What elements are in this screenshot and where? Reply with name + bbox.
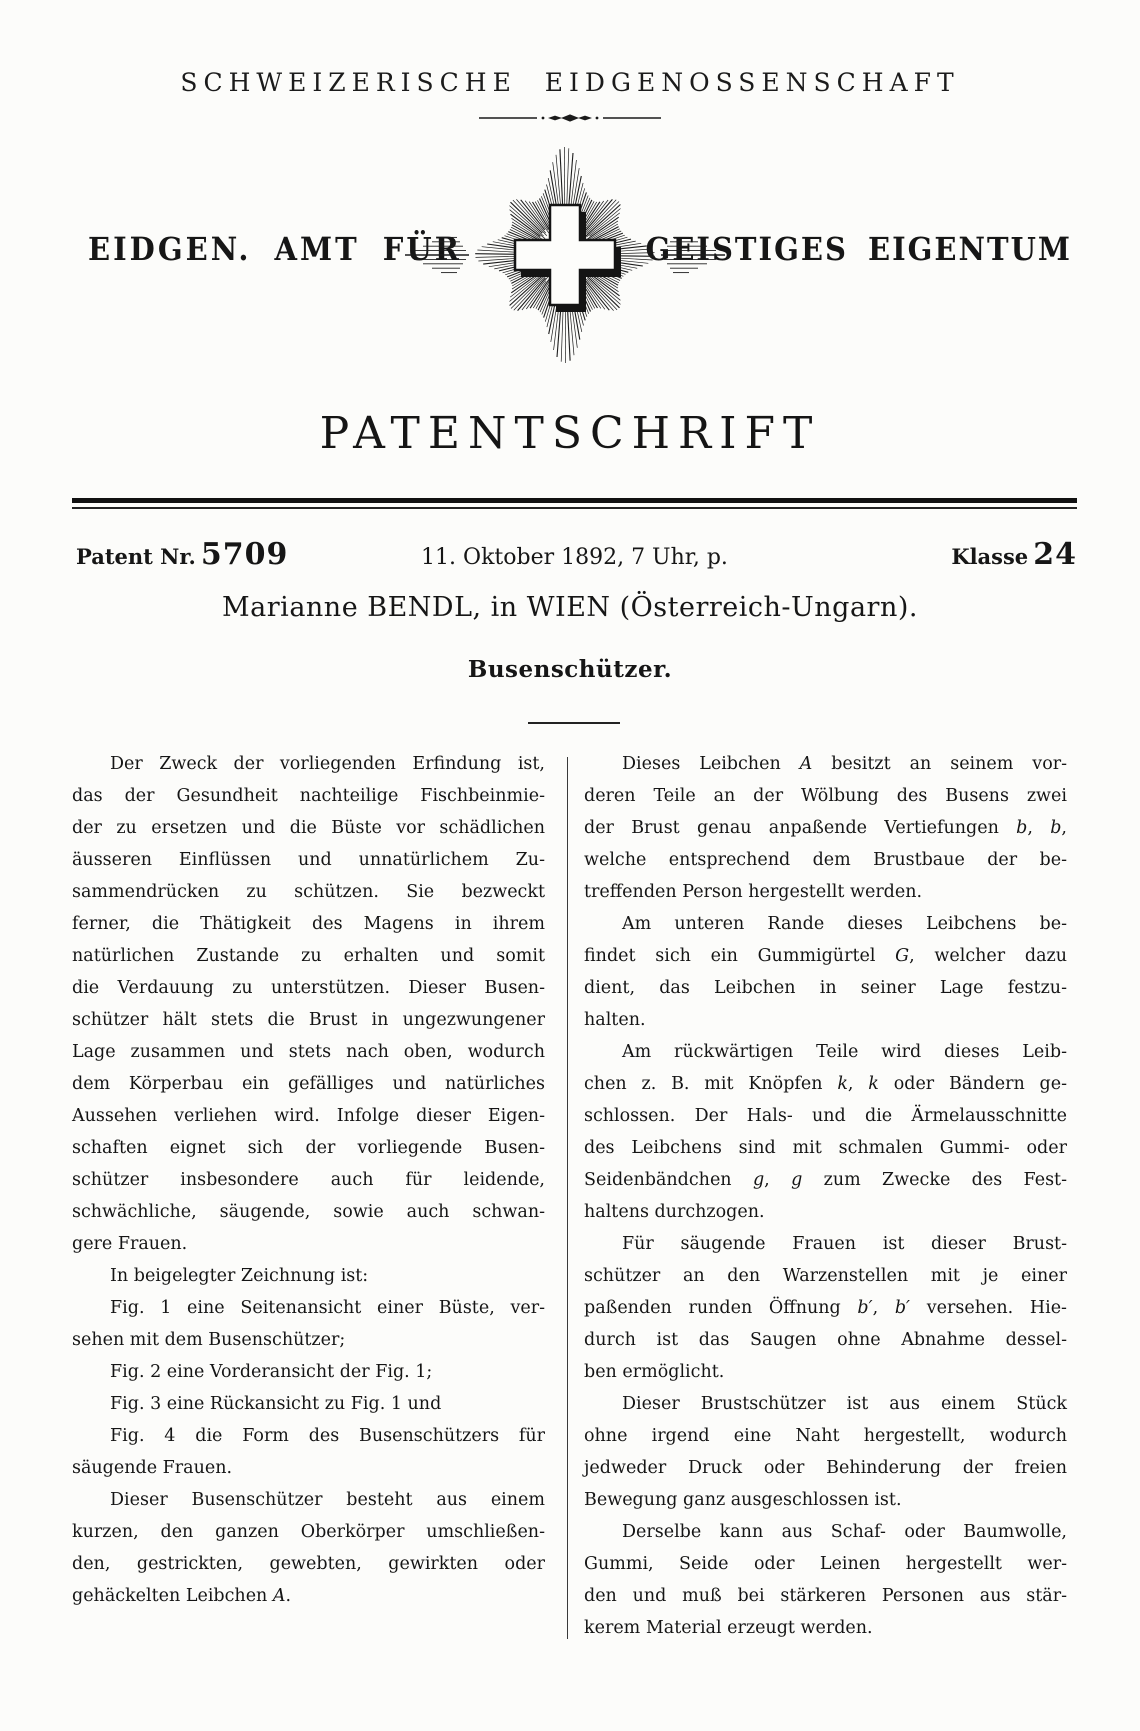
text-line: welche entsprechend dem Brustbaue der be-: [584, 850, 1067, 870]
text-line: deren Teile an der Wölbung des Busens zwei: [584, 786, 1067, 806]
paragraph: [584, 1036, 1067, 1228]
invention-title: Busenschützer.: [467, 656, 673, 683]
text-line: schaften eignet sich der vorliegende Busen-: [72, 1138, 545, 1158]
text-line: Dieses Leibchen A besitzt an seinem vor-: [622, 754, 1068, 774]
masthead-title: SCHWEIZERISCHE EIDGENOSSENSCHAFT: [180, 68, 960, 97]
text-line: Fig. 2 eine Vorderansicht der Fig. 1;: [110, 1362, 433, 1382]
paragraph: [72, 1292, 545, 1356]
text-line: schwächliche, säugende, sowie auch schwan-: [72, 1202, 545, 1222]
text-line: den, gestrickten, gewebten, gewirkten oder: [72, 1554, 545, 1574]
patent-number-value: 5709: [200, 537, 289, 572]
text-line: Dieser Busenschützer besteht aus einem: [110, 1490, 545, 1510]
text-line: paßenden runden Öffnung b′, b′ versehen. Hie-: [584, 1298, 1067, 1318]
double-rule-divider: [72, 498, 1077, 509]
patent-class-label: Klasse: [951, 544, 1029, 569]
text-line: treffenden Person hergestellt werden.: [584, 882, 923, 902]
text-line: sammendrücken zu schützen. Sie bezweckt: [72, 882, 545, 902]
right-column: [584, 748, 1067, 1644]
paragraph: [584, 748, 1067, 908]
text-line: schützer insbesondere auch für leidende,: [72, 1170, 545, 1190]
inventor-line: Marianne BENDL, in WIEN (Österreich-Ungarn).: [222, 592, 918, 623]
text-line: schützer an den Warzenstellen mit je einer: [584, 1266, 1067, 1286]
paragraph: [584, 1228, 1067, 1388]
paragraph: [72, 1356, 545, 1388]
text-line: gere Frauen.: [72, 1234, 188, 1254]
text-line: der zu ersetzen und die Büste vor schädlichen: [72, 818, 545, 838]
title-rule-divider: [528, 722, 620, 724]
text-line: Derselbe kann aus Schaf- oder Baumwolle,: [622, 1522, 1067, 1542]
text-line: kurzen, den ganzen Oberkörper umschließen-: [72, 1522, 545, 1542]
paragraph: [584, 1516, 1067, 1644]
text-line: findet sich ein Gummigürtel G, welcher dazu: [584, 946, 1067, 966]
text-line: Seidenbändchen g, g zum Zwecke des Fest-: [584, 1170, 1067, 1190]
text-line: äusseren Einflüssen und unnatürlichem Zu-: [72, 850, 545, 870]
text-line: dem Körperbau ein gefälliges und natürliches: [72, 1074, 545, 1094]
divider-ornament-icon: [0, 110, 1140, 129]
text-line: schützer hält stets die Brust in ungezwungener: [72, 1010, 545, 1030]
office-name-right: GEISTIGES EIGENTUM: [645, 230, 1072, 268]
text-line: ben ermöglicht.: [584, 1362, 725, 1382]
paragraph: [72, 1260, 545, 1292]
text-line: säugende Frauen.: [72, 1458, 233, 1478]
text-line: Fig. 1 eine Seitenansicht einer Büste, ver-: [110, 1298, 545, 1318]
text-line: Fig. 4 die Form des Busenschützers für: [110, 1426, 545, 1446]
text-line: Dieser Brustschützer ist aus einem Stück: [622, 1394, 1067, 1414]
text-line: chen z. B. mit Knöpfen k, k oder Bändern ge-: [584, 1074, 1067, 1094]
text-line: die Verdauung zu unterstützen. Dieser Busen-: [72, 978, 545, 998]
patent-info-row: [72, 534, 1077, 576]
text-line: Fig. 3 eine Rückansicht zu Fig. 1 und: [110, 1394, 442, 1414]
text-line: Gummi, Seide oder Leinen hergestellt wer-: [584, 1554, 1067, 1574]
text-line: kerem Material erzeugt werden.: [584, 1618, 873, 1638]
patent-class-group: [951, 537, 1077, 572]
text-line: Der Zweck der vorliegenden Erfindung ist,: [110, 754, 545, 774]
text-line: sehen mit dem Busenschützer;: [72, 1330, 346, 1350]
text-line: jedweder Druck oder Behinderung der freien: [584, 1458, 1067, 1478]
column-divider-rule: [567, 757, 568, 1639]
document-type-title: PATENTSCHRIFT: [319, 408, 821, 459]
text-line: ohne irgend eine Naht hergestellt, wodurch: [584, 1426, 1067, 1446]
text-line: haltens durchzogen.: [584, 1202, 765, 1222]
publication-date: 11. Oktober 1892, 7 Uhr, p.: [421, 545, 728, 570]
text-line: schlossen. Der Hals- und die Ärmelausschnitte: [584, 1106, 1067, 1126]
paragraph: [72, 1388, 545, 1420]
paragraph: [584, 908, 1067, 1036]
text-line: gehäckelten Leibchen A.: [72, 1586, 292, 1606]
text-line: Am unteren Rande dieses Leibchens be-: [622, 914, 1067, 934]
text-line: durch ist das Saugen ohne Abnahme dessel-: [584, 1330, 1067, 1350]
text-line: dient, das Leibchen in seiner Lage festzu-: [584, 978, 1067, 998]
text-line: In beigelegter Zeichnung ist:: [110, 1266, 369, 1286]
text-line: Aussehen verliehen wird. Infolge dieser Eigen-: [72, 1106, 545, 1126]
patent-class-value: 24: [1033, 537, 1077, 572]
paragraph: [584, 1388, 1067, 1516]
text-line: Lage zusammen und stets nach oben, wodurch: [72, 1042, 545, 1062]
left-column: [72, 748, 545, 1612]
text-line: natürlichen Zustande zu erhalten und somit: [72, 946, 545, 966]
text-line: das der Gesundheit nachteilige Fischbeinmie-: [72, 786, 545, 806]
paragraph: [72, 748, 545, 1260]
paragraph: [72, 1484, 545, 1612]
office-name-left: EIDGEN. AMT FÜR: [88, 230, 462, 268]
text-line: halten.: [584, 1010, 646, 1030]
swiss-cross-starburst-icon: [395, 140, 735, 370]
text-line: Bewegung ganz ausgeschlossen ist.: [584, 1490, 902, 1510]
text-line: der Brust genau anpaßende Vertiefungen b, b,: [584, 818, 1067, 838]
text-line: Am rückwärtigen Teile wird dieses Leib-: [622, 1042, 1067, 1062]
text-line: den und muß bei stärkeren Personen aus stär-: [584, 1586, 1067, 1606]
patent-number-label: Patent Nr.: [76, 544, 196, 569]
paragraph: [72, 1420, 545, 1484]
text-line: Für säugende Frauen ist dieser Brust-: [622, 1234, 1067, 1254]
text-line: des Leibchens sind mit schmalen Gummi- oder: [584, 1138, 1067, 1158]
text-line: ferner, die Thätigkeit des Magens in ihrem: [72, 914, 545, 934]
